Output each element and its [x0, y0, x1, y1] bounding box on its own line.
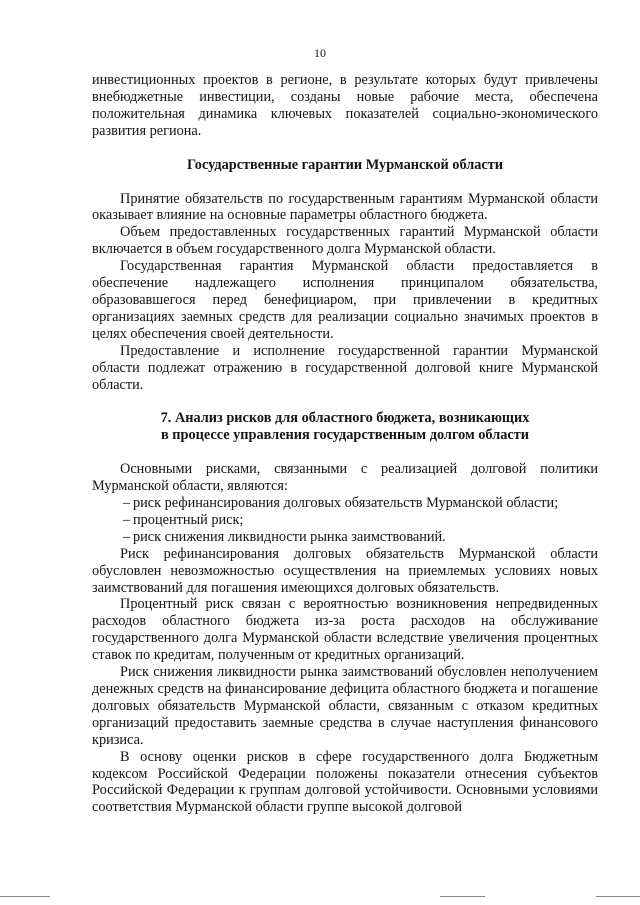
list-item: [92, 512, 598, 529]
list-dash: –: [123, 495, 131, 512]
paragraph: В основу оценки рисков в сфере государственного долга Бюджетным кодексом Российской Федерации положены показатели отнесения субъектов Российской Федерации к группам долговой устойчивости. Основными условиями соответствия Мурманской области группе высокой долговой: [92, 748, 598, 816]
page-content: [92, 72, 598, 816]
risk-list: [92, 495, 598, 546]
paragraph: Предоставление и исполнение государственной гарантии Мурманской области подлежат отражению в государственной долговой книге Мурманской области.: [92, 342, 598, 393]
paragraph: Принятие обязательств по государственным гарантиям Мурманской области оказывает влияние на основные параметры областного бюджета.: [92, 190, 598, 224]
paragraph: Государственная гарантия Мурманской области предоставляется в обеспечение надлежащего исполнения принципалом обязательства, образовавшегося перед бенефициаром, при привлечении в кредитных организациях заемных средств для реализации социально значимых проектов в целях обеспечения своей деятельности.: [92, 258, 598, 342]
paragraph: Риск снижения ликвидности рынка заимствований обусловлен неполучением денежных средств на финансирование дефицита областного бюджета и погашение долговых обязательств Мурманской области, связанным с отказом кредитных организаций предоставить заемные средства в случае наступления финансового кризиса.: [92, 664, 598, 748]
list-item: [92, 495, 598, 512]
continuation-paragraph: инвестиционных проектов в регионе, в результате которых будут привлечены внебюджетные инвестиции, созданы новые рабочие места, обеспечена положительная динамика ключевых показателей социально-экономического развития региона.: [92, 72, 598, 139]
section-heading-line: 7. Анализ рисков для областного бюджета, возникающих: [160, 410, 530, 427]
scan-artifact-line: [0, 896, 50, 897]
list-item-text: процентный риск;: [133, 511, 244, 528]
scan-artifact-line: [440, 896, 485, 897]
scan-artifact-line: [596, 896, 640, 897]
section-heading-guarantees: Государственные гарантии Мурманской области: [186, 156, 504, 173]
paragraph: Процентный риск связан с вероятностью возникновения непредвиденных расходов областного бюджета из-за роста расходов на обслуживание государственного долга Мурманской области вследствие увеличения процентных ставок по кредитам, полученным от кредитных организаций.: [92, 596, 598, 664]
section-heading-line: в процессе управления государственным долгом области: [160, 427, 529, 444]
list-item-text: риск рефинансирования долговых обязательств Мурманской области;: [133, 495, 559, 512]
list-item: [92, 529, 598, 546]
list-item-text: риск снижения ликвидности рынка заимствований.: [133, 528, 446, 545]
page-number: 10: [314, 46, 326, 60]
paragraph: Объем предоставленных государственных гарантий Мурманской области включается в объем государственного долга Мурманской области.: [92, 224, 598, 258]
section-heading-risks: [92, 410, 598, 444]
paragraph: Основными рисками, связанными с реализацией долговой политики Мурманской области, являются:: [92, 461, 598, 495]
list-dash: –: [123, 511, 131, 528]
paragraph: Риск рефинансирования долговых обязательств Мурманской области обусловлен невозможностью осуществления на приемлемых условиях новых заимствований для погашения имеющихся долговых обязательств.: [92, 545, 598, 596]
list-dash: –: [123, 528, 131, 545]
